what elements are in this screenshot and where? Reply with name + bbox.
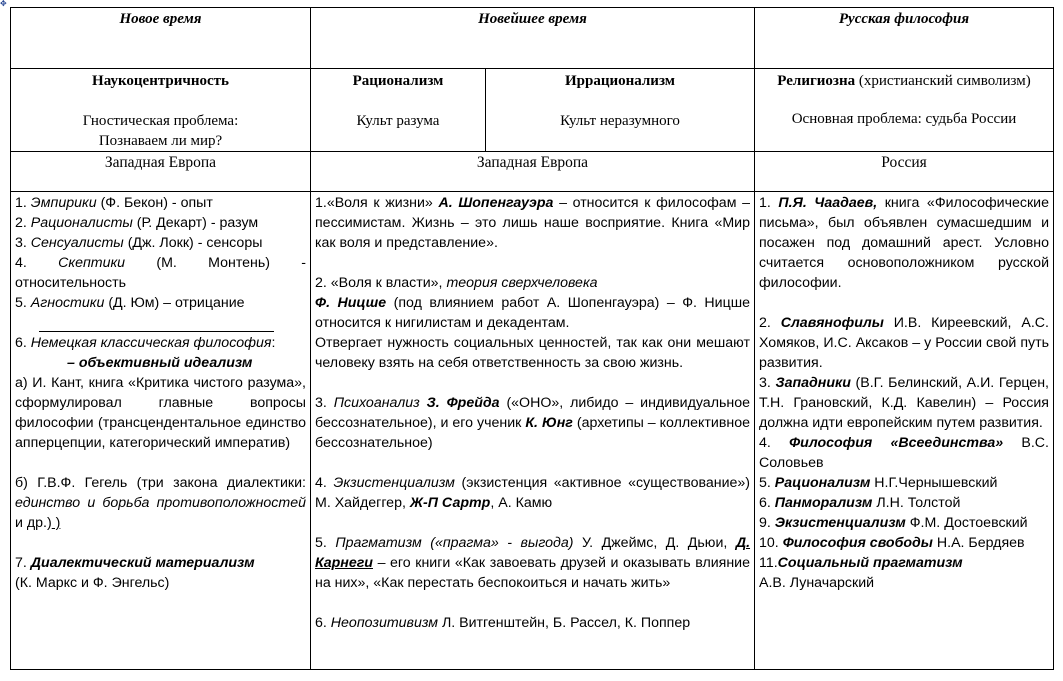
header-newest-time: Новейшее время [311,8,755,69]
list-item: б) Г.В.Ф. Гегель (три закона диалектики: единство и борьба противоположностей и др.) ) [15,475,306,531]
list-item: 9. Экзистенциализм Ф.М. Достоевский [759,515,1028,531]
list-item: 2. «Воля к власти», теория сверхчеловека [315,275,598,291]
list-item: 4. Экзистенциализм (экзистенция «активное «существование») М. Хайдеггер, Ж-П Сартр, А. Камю [315,475,751,511]
region-western-europe-1: Западная Европа [11,152,311,192]
list-item: 7. Диалектический материализм [15,555,255,571]
region-russia: Россия [755,152,1054,192]
list-item: 3. Психоанализ З. Фрейда («ОНО», либидо – индивидуальное бессознательное), и его ученик К. Юнг (архетипы – коллективное бессознательное) [315,395,750,451]
content-russian-philosophy [755,192,1054,670]
list-item: а) И. Кант, книга «Критика чистого разума», сформулировал главные вопросы философии (трансцендентальное единство апперцепции, категорический императив) [15,375,306,451]
list-item: (К. Маркс и Ф. Энгельс) [15,575,170,591]
category-irrationalism: Иррационализм Культ неразумного [486,69,755,152]
category-science-centric: Наукоцентричность Гностическая проблема: Познаваем ли мир? [11,69,311,152]
list-item: 11.Социальный прагматизм [759,555,963,571]
list-item: 2. Рационалисты (Р. Декарт) - разум [15,215,259,231]
region-row [11,152,1054,192]
content-row [11,192,1054,670]
list-item: Ф. Ницше (под влиянием работ А. Шопенгауэра) – Ф. Ницше относится к нигилистам и декадентам. [315,295,750,331]
table-move-handle-icon[interactable]: ✥ [0,0,7,8]
list-item: 10. Философия свободы Н.А. Бердяев [759,535,1025,551]
header-russian-philosophy: Русская философия [755,8,1054,69]
category-rationalism: Рационализм Культ разума [311,69,486,152]
category-row [11,69,1054,152]
list-item: 3. Западники (В.Г. Белинский, А.И. Герцен, Т.Н. Грановский, К.Д. Кавелин) – Россия должна идти европейским путем развития. [759,375,1049,431]
list-item: 5. Агностики (Д. Юм) – отрицание [15,295,245,311]
list-item: 6. Панморализм Л.Н. Толстой [759,495,961,511]
list-item: 5. Прагматизм («прагма» - выгода) У. Джеймс, Д. Дьюи, Д. Карнеги – его книги «Как завоевать друзей и оказывать влияние на них», «Как перестать беспокоиться и начать жить» [315,535,751,591]
header-row [11,8,1054,69]
list-item: 1.«Воля к жизни» А. Шопенгауэра – относится к философам – пессимистам. Жизнь – это лишь наше восприятие. Книга «Мир как воля и представление». [315,195,751,251]
list-item: 5. Рационализм Н.Г.Чернышевский [759,475,998,491]
list-item: 6. Немецкая классическая философия: [15,335,276,351]
list-item: 6. Неопозитивизм Л. Витгенштейн, Б. Рассел, К. Поппер [315,615,691,631]
list-item: 4. Философия «Всеединства» В.С. Соловьев [759,435,1049,471]
category-religious: Религиозна (христианский символизм) Основная проблема: судьба России [755,69,1054,152]
content-newest-time [311,192,755,670]
list-item: – объективный идеализм [67,355,253,371]
list-item: А.В. Луначарский [759,575,875,591]
content-modern-time [11,192,311,670]
list-item: 2. Славянофилы И.В. Киреевский, А.С. Хомяков, И.С. Аксаков – у России свой путь развития. [759,315,1049,371]
list-item: 3. Сенсуалисты (Дж. Локк) - сенсоры [15,235,263,251]
divider-line [15,313,306,333]
philosophy-table [10,7,1054,670]
list-item: 1. П.Я. Чаадаев, книга «Философические письма», был объявлен сумасшедшим и посажен под домашний арест. Условно считается основоположником русской философии. [759,195,1049,291]
header-modern-time: Новое время [11,8,311,69]
list-item: 1. Эмпирики (Ф. Бекон) - опыт [15,195,213,211]
list-item: Отвергает нужность социальных ценностей, так как они мешают человеку взять на себя ответственность за свою жизнь. [315,335,750,371]
region-western-europe-2: Западная Европа [311,152,755,192]
list-item: 4. Скептики (М. Монтень) - относительность [15,255,306,291]
